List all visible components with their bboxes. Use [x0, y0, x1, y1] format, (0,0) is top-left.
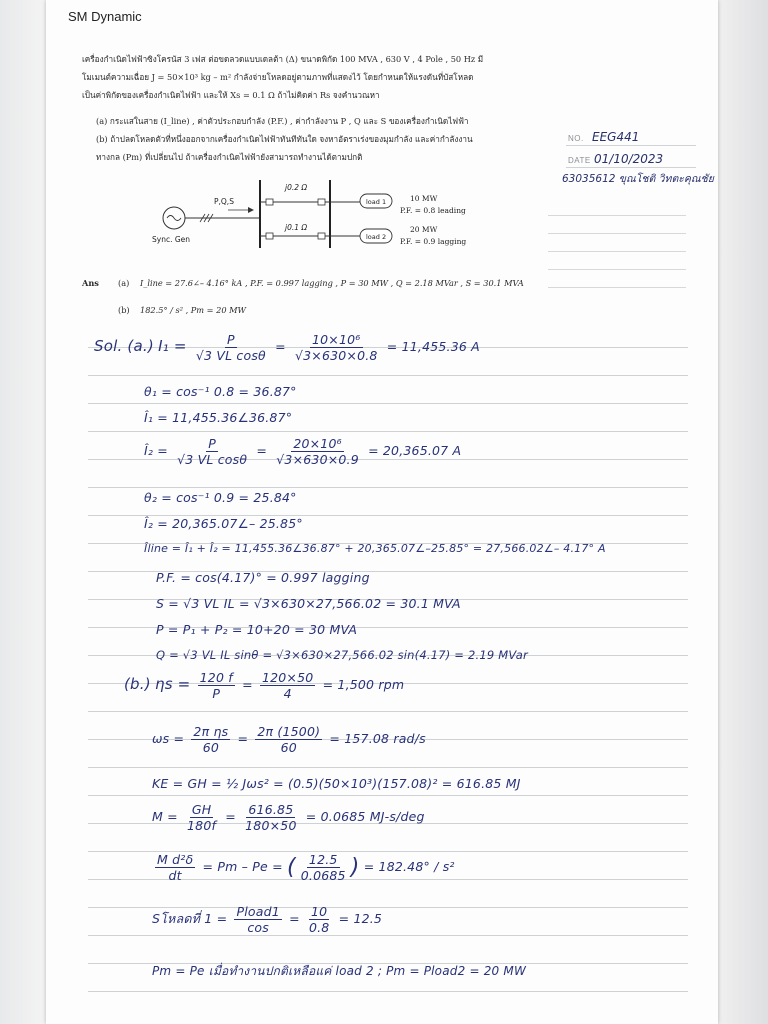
load2-name: load 2 — [366, 233, 387, 241]
load2-pf: P.F. = 0.9 lagging — [400, 237, 467, 246]
generator-label: Sync. Gen — [152, 235, 191, 244]
line2-impedance: j0.1 Ω — [285, 223, 308, 232]
solution-ws: ωs = $\frac{\text{2π ηs}}{60}$ = $\frac{2\pi (1500)}{60}$ = 157.08 rad/s — [152, 724, 426, 755]
solution-q: Q = √3 VL IL sinθ = √3×630×27,566.02 sin(4.17) = 2.19 MVar — [156, 648, 528, 662]
solution-theta1: θ₁ = cos⁻¹ 0.8 = 36.87° — [144, 384, 297, 399]
date-value: 01/10/2023 — [594, 152, 664, 166]
page-title: SM Dynamic — [68, 9, 142, 24]
solution-pf: P.F. = cos(4.17)° = 0.997 lagging — [156, 570, 370, 585]
solution-m: M = $\frac{GH}{180f}$ = $\frac{616.85}{180\times 50}$ = 0.0685 MJ-s/deg — [152, 802, 425, 833]
solution-s: S = √3 VL IL = √3×630×27,566.02 = 30.1 MVA — [156, 596, 461, 611]
solution-load1-s: Sโหลดที่ 1 = $\frac{\text{Pload1}}{\cos}$ = $\frac{10}{0.8}$ = 12.5 — [152, 904, 383, 935]
load1-name: load 1 — [366, 198, 387, 206]
problem-line: เครื่องกำเนิดไฟฟ้าซิงโครนัส 3 เฟส ต่อขดลวดแบบเดลต้า (Δ) ขนาดพิกัด 100 MVA , 630 V , 4 Pole , 50 Hz มี — [82, 54, 484, 64]
student-id-name: 63035612 ขุณโชติ วิทตะคุณชัย — [562, 173, 714, 185]
load2-power: 20 MW — [410, 225, 438, 234]
solution-i1-phasor: Î₁ = 11,455.36∠36.87° — [144, 410, 293, 425]
pqs-label: P,Q,S — [214, 197, 234, 206]
problem-part-b: (b) ถ้าปลดโหลดตัวที่หนึ่งออกจากเครื่องกำเนิดไฟฟ้าทันทีทันใด จงหาอัตราเร่งของมุมกำลัง และค่ากำลังงาน — [96, 134, 473, 144]
answer-part-b-label: (b) — [118, 305, 130, 315]
course-code: EEG441 — [592, 130, 640, 144]
solution-final: Pm = Pe เมื่อทำงานปกติเหลือแค่ load 2 ; Pm = Pload2 = 20 MW — [152, 964, 527, 978]
solution-theta2: θ₂ = cos⁻¹ 0.9 = 25.84° — [144, 490, 297, 505]
solution-ns: (b.) ηs = $\frac{120 f}{P}$ = $\frac{120\times 50}{4}$ = 1,500 rpm — [124, 670, 405, 701]
solution-ke: KE = GH = ½ Jωs² = (0.5)(50×10³)(157.08)² = 616.85 MJ — [152, 776, 521, 791]
problem-part-b-cont: ทางกล (Pm) ที่เปลี่ยนไป ถ้าเครื่องกำเนิดไฟฟ้ายังสามารถทำงานได้ตามปกติ — [96, 152, 363, 162]
solution-swing: $\frac{\text{M d²δ}}{dt}$ = Pm – Pe = ( $\frac{12.5}{0.0685}$ ) = 182.48° / s² — [157, 852, 455, 883]
no-label: NO. — [568, 134, 584, 143]
date-label: DATE — [568, 156, 591, 165]
answer-part-a-label: (a) — [118, 278, 130, 288]
solution-i2: Î₂ = $\frac{P}{\text{√3 VL cosθ}}$ = $\frac{\text{20×10⁶}}{√3\times 630\times 0.9}$ = 20,365.07 A — [144, 436, 462, 467]
solution-i2-phasor: Î₂ = 20,365.07∠– 25.85° — [144, 516, 303, 531]
answer-b: 182.5° / s² , Pm = 20 MW — [140, 305, 246, 315]
problem-line: โมเมนต์ความเฉื่อย J = 50×10³ kg – m² กำลังจ่ายโหลดอยู่ตามภาพที่แสดงไว้ โดยกำหนดให้แรงดันที่บัสโหลด — [82, 72, 474, 82]
answer-label: Ans — [82, 278, 99, 288]
problem-line: เป็นค่าพิกัดของเครื่องกำเนิดไฟฟ้า และให้ Xs = 0.1 Ω ถ้าไม่คิดค่า Rs จงคำนวณหา — [82, 90, 380, 100]
solution-i1: Sol. (a.) I₁ = $\frac{P}{\text{√3 VL cosθ}}$ = $\frac{\text{10×10⁶}}{√3\times 630\times 0.8}$ = 11,455.36 A — [94, 332, 480, 363]
load1-pf: P.F. = 0.8 leading — [400, 206, 466, 215]
solution-iline: Îline = Î₁ + Î₂ = 11,455.36∠36.87° + 20,365.07∠–25.85° = 27,566.02∠– 4.17° A — [144, 542, 606, 555]
problem-part-a: (a) กระแสในสาย (I_line) , ค่าตัวประกอบกำลัง (P.F.) , ค่ากำลังงาน P , Q และ S ของเครื่องกำเนิดไฟฟ้า — [96, 116, 469, 126]
answer-a: I_line = 27.6∠– 4.16° kA , P.F. = 0.997 lagging , P = 30 MW , Q = 2.18 MVar , S = 30.1 MVA — [140, 278, 524, 288]
load1-power: 10 MW — [410, 194, 438, 203]
solution-p: P = P₁ + P₂ = 10+20 = 30 MVA — [156, 622, 358, 637]
line1-impedance: j0.2 Ω — [285, 183, 308, 192]
